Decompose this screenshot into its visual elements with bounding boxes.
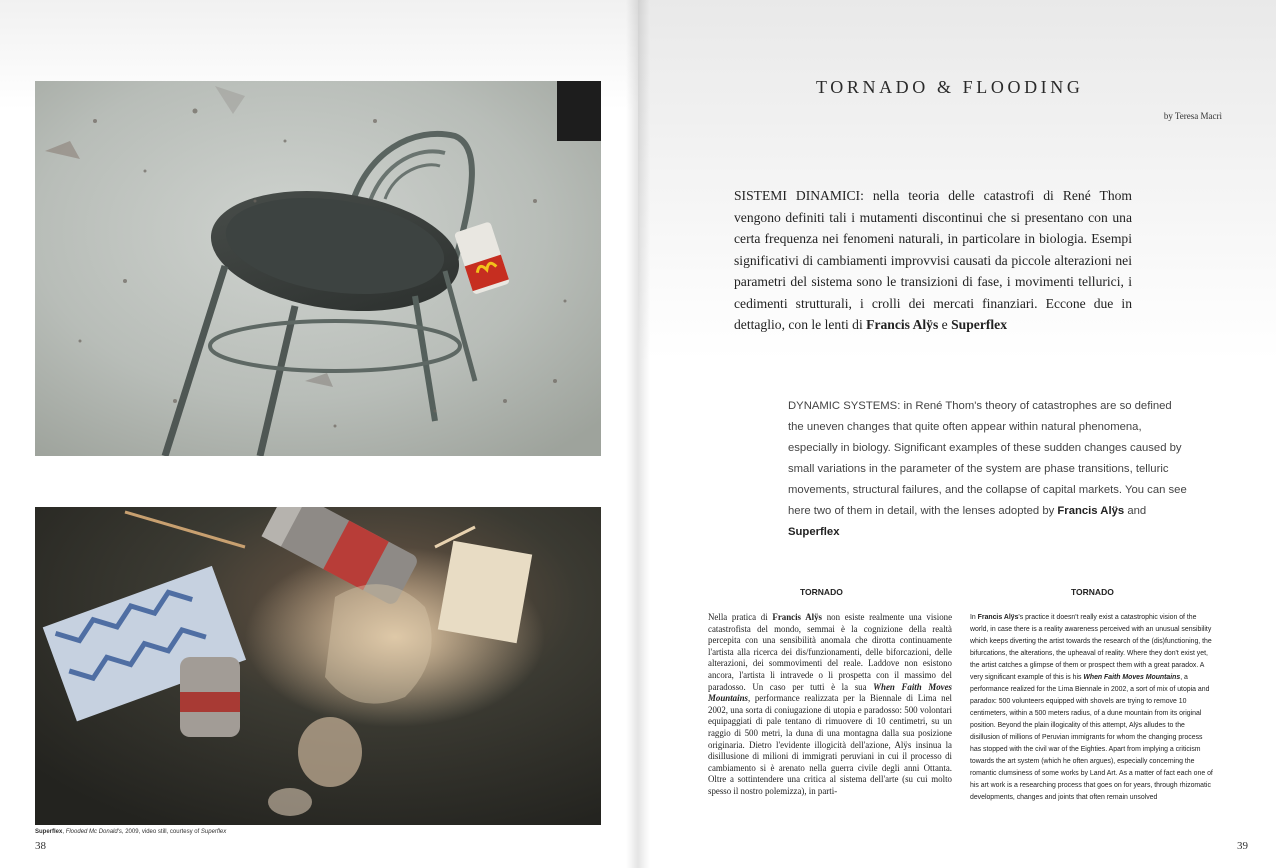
intro-english-artist-superflex: Superflex — [788, 526, 840, 538]
body-italian-p3: , performance realizzata per la Biennale di Lima nel 2002, una sorta di coniugazione di utopia e paradosso: 500 volontari equipaggiati di pale tentano di rimuovere di 10 centimetri, su un raggio di 500 metri, la duna di una montagna dalla sua posizione originaria. Dietro l'evidente illogicità dell'azione, Alÿs insinua la disillusione di milioni di immigrati peruviani in cui il processo di cambiamento si è arenato nella guerra civile degli anni Ottanta. Oltre a sottintendere una critica al sistema dell'arte (su cui molto spesso il nostro polemizza), in parti- — [708, 693, 952, 796]
intro-italian-artist-superflex: Superflex — [951, 317, 1007, 332]
caption-details: , 2009, video still, courtesy of — [121, 829, 201, 835]
body-italian-p1: Nella pratica di — [708, 612, 773, 622]
intro-italian-conj: e — [938, 317, 952, 332]
body-italian-work: When Faith Moves Mountains — [708, 681, 952, 704]
column-heading-italian: TORNADO — [800, 587, 843, 597]
body-english-work: When Faith Moves Mountains — [1083, 674, 1181, 681]
intro-english-text: DYNAMIC SYSTEMS: in René Thom's theory of catastrophes are so defined the uneven changes that quite often appear within natural phenomena, especially in biology. Significant examples of these sudden changes caused by small variations in the parameter of the system are phase transitions, telluric movements, structural failures, and the collapse of capital markets. You can see here two of them in detail, with the lenses adopted by — [788, 400, 1187, 517]
flooded-cans-image — [35, 507, 601, 825]
body-english-p2: 's practice it doesn't really exist a catastrophic vision of the world, in case there is a reality awareness perceived with an unusual sensibility which keeps diverting the artist towards the research of the (dis)functioning, the bifurcations, the alterations, the upheaval of reality. Where they don't exist yet, the artist catches a glimpse of them or prospect them with a great paradox. A very significant example of this is his — [970, 614, 1212, 681]
intro-italian-artist-alys: Francis Alÿs — [866, 317, 939, 332]
flooded-chair-photo — [35, 81, 601, 456]
page-number-right: 39 — [1237, 840, 1248, 852]
body-column-english — [970, 612, 1215, 804]
intro-english — [788, 396, 1190, 543]
article-title: TORNADO & FLOODING — [816, 77, 1084, 97]
flooded-cans-photo — [35, 507, 601, 825]
right-page — [638, 0, 1276, 868]
page-number-left: 38 — [35, 840, 46, 852]
intro-english-conj: and — [1124, 505, 1147, 517]
body-english-p3: , a performance realized for the Lima Biennale in 2002, a sort of mix of utopia and paradox: 500 volunteers equipped with shovels are trying to remove 10 centimeters, within a 500 meters radius, of a dune mountain from its original position. Beyond the plain illogicality of this attempt, Alÿs alludes to the disillusion of millions of Peruvian immigrants for whom the changing process has stopped with the civil war of the Eighties. Apart from implying a criticism towards the art system (which he often argues), especially concerning the romantic clumsiness of some works by Land Art. As a matter of fact each one of his art work is a researching process that goes on for years, through rhizomatic developments, changes and joints that often remain unsolved — [970, 674, 1213, 801]
caption-title: Flooded Mc Donald's — [65, 829, 122, 835]
column-heading-english: TORNADO — [1071, 587, 1114, 597]
flooded-chair-image — [35, 81, 601, 456]
body-english-p1: In — [970, 614, 978, 621]
body-italian-p2: non esiste realmente una visione catastrofista del mondo, semmai è la cognizione della realtà percepita con una sensibilità anomala che dirotta continuamente l'artista alla ricerca dei dis/funzionamenti, delle biforcazioni, delle alterazioni, dei sommovimenti del reale. Laddove non esistono ancora, l'artista li intravede o li prospetta con il massimo del paradosso. Un caso per tutti è la sua — [708, 612, 952, 692]
caption-artist: Superflex — [35, 829, 63, 835]
body-column-italian — [708, 612, 952, 798]
intro-english-artist-alys: Francis Alÿs — [1057, 505, 1125, 517]
intro-italian — [734, 185, 1132, 336]
body-italian-artist: Francis Alÿs — [772, 612, 822, 622]
caption-courtesy: Superflex — [200, 829, 227, 835]
photo-caption: Superflex, Flooded Mc Donald's, 2009, video still, courtesy of Superflex — [35, 829, 227, 835]
byline: by Teresa Macrì — [1163, 111, 1222, 121]
body-english-artist: Francis Alÿs — [977, 614, 1019, 621]
intro-italian-text: SISTEMI DINAMICI: nella teoria delle catastrofi di René Thom vengono definiti tali i mutamenti discontinui che si presentano con una certa frequenza nei fenomeni naturali, in particolare in biologia. Esempi significativi di cambiamenti improvvisi causati da piccole alterazioni nei parametri del sistema sono le transizioni di fase, i movimenti tellurici, i cedimenti strutturali, i crolli dei mercati finanziari. Eccone due in dettaglio, con le lenti di — [734, 188, 1132, 332]
